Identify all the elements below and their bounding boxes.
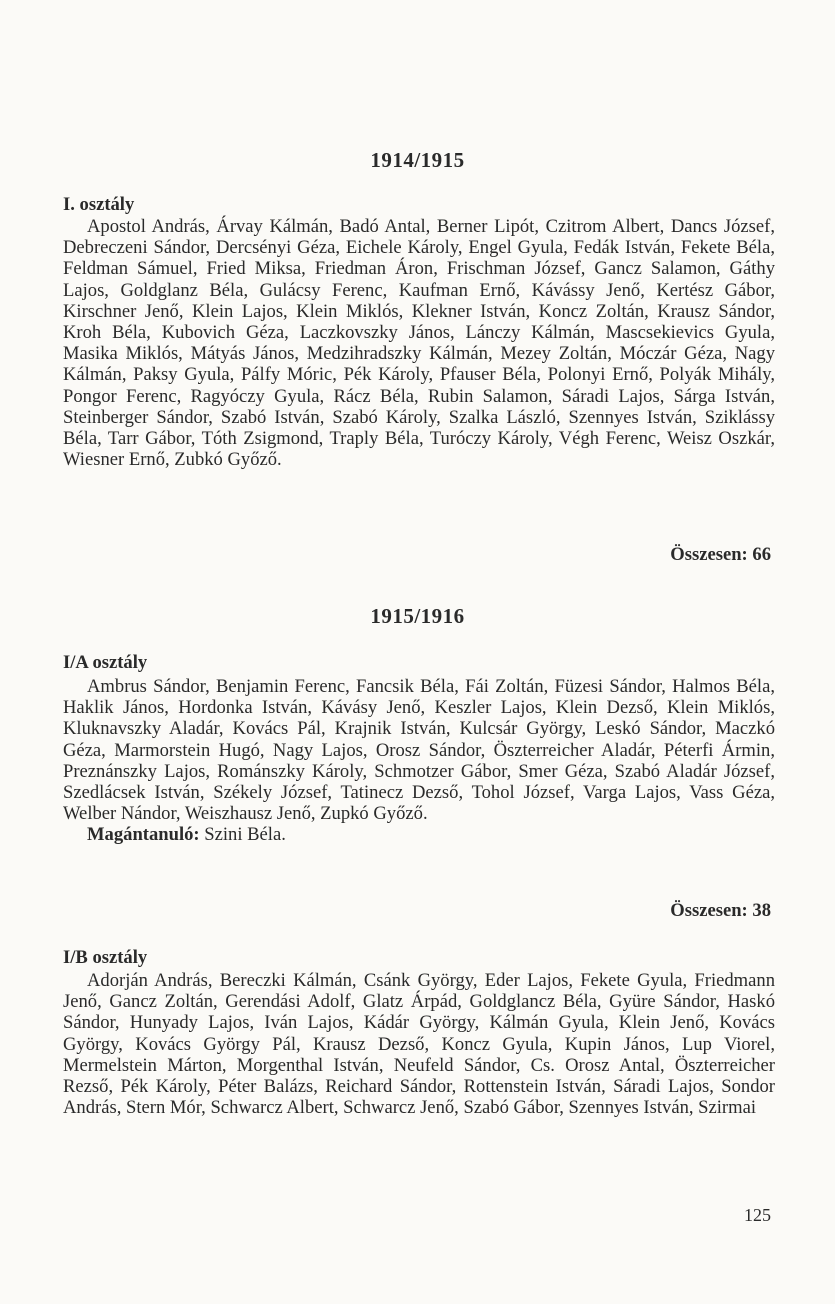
total-label: Összesen: bbox=[670, 544, 748, 565]
total-count: 38 bbox=[752, 900, 771, 921]
class-ia-total bbox=[670, 900, 771, 922]
class-heading-ia: I/A osztály bbox=[63, 652, 148, 673]
class-i-names bbox=[63, 216, 775, 470]
private-student-label: Magántanuló: bbox=[87, 824, 200, 846]
total-label: Összesen: bbox=[670, 900, 748, 921]
private-student-name: Szini Béla. bbox=[204, 824, 286, 846]
year-heading-1914-1915: 1914/1915 bbox=[370, 148, 465, 172]
year-heading-1915-1916: 1915/1916 bbox=[370, 604, 465, 628]
class-heading-ib: I/B osztály bbox=[63, 947, 148, 968]
class-ia-names-paragraph: Ambrus Sándor, Benjamin Ferenc, Fancsik Béla, Fái Zoltán, Füzesi Sándor, Halmos Béla, Haklik János, Hordonka István, Kávásy Jenő, Keszler Lajos, Klein Dezső, Klein Miklós, Kluknavszky Aladár, Kovács Pál, Krajnik István, Kulcsár György, Leskó Sándor, Maczkó Géza, Marmorstein Hugó, Nagy Lajos, Orosz Sándor, Öszterreicher Aladár, Péterfi Ármin, Preznánszky Lajos, Románszky Károly, Schmotzer Gábor, Smer Géza, Szabó Aladár József, Szedlácsek István, Székely József, Tatinecz Dezső, Tohol József, Varga Lajos, Vass Géza, Welber Nándor, Weiszhausz Jenő, Zupkó Győző. bbox=[63, 676, 775, 825]
private-student-line bbox=[63, 824, 775, 845]
class-ib-names-paragraph: Adorján András, Bereczki Kálmán, Csánk György, Eder Lajos, Fekete Gyula, Friedmann Jenő, Gancz Zoltán, Gerendási Adolf, Glatz Árpád, Goldglancz Béla, Gyüre Sándor, Haskó Sándor, Hunyady Lajos, Iván Lajos, Kádár György, Kálmán Gyula, Klein Jenő, Kovács György, Kovács György Pál, Krausz Dezső, Koncz Gyula, Kupin János, Lup Viorel, Mermelstein Márton, Morgenthal István, Neufeld Sándor, Cs. Orosz Antal, Öszterreicher Rezső, Pék Károly, Péter Balázs, Reichard Sándor, Rottenstein István, Sáradi Lajos, Sondor András, Stern Mór, Schwarcz Albert, Schwarcz Jenő, Szabó Gábor, Szennyes István, Szirmai bbox=[63, 970, 775, 1119]
page-number: 125 bbox=[744, 1205, 771, 1225]
class-i-total bbox=[670, 544, 771, 566]
class-heading-i: I. osztály bbox=[63, 194, 135, 215]
total-count: 66 bbox=[752, 544, 771, 565]
class-i-names-paragraph: Apostol András, Árvay Kálmán, Badó Antal, Berner Lipót, Czitrom Albert, Dancs József, Debreczeni Sándor, Dercsényi Géza, Eichele Károly, Engel Gyula, Fedák István, Fekete Béla, Feldman Sámuel, Fried Miksa, Friedman Áron, Frischman József, Gancz Salamon, Gáthy Lajos, Goldglanz Béla, Gulácsy Ferenc, Kaufman Ernő, Kávássy Jenő, Kertész Gábor, Kirschner Jenő, Klein Lajos, Klein Miklós, Klekner István, Koncz Zoltán, Krausz Sándor, Kroh Béla, Kubovich Géza, Laczkovszky János, Lánczy Kálmán, Mascsekievics Gyula, Masika Miklós, Mátyás János, Medzihradszky Kálmán, Mezey Zoltán, Móczár Géza, Nagy Kálmán, Paksy Gyula, Pálfy Móric, Pék Károly, Pfauser Béla, Polonyi Ernő, Polyák Mihály, Pongor Ferenc, Ragyóczy Gyula, Rácz Béla, Rubin Salamon, Sáradi Lajos, Sárga István, Steinberger Sándor, Szabó István, Szabó Károly, Szalka László, Szennyes István, Sziklássy Béla, Tarr Gábor, Tóth Zsigmond, Traply Béla, Turóczy Károly, Végh Ferenc, Weisz Oszkár, Wiesner Ernő, Zubkó Győző. bbox=[63, 216, 775, 471]
class-ia-names bbox=[63, 676, 775, 846]
class-ib-names bbox=[63, 970, 775, 1118]
